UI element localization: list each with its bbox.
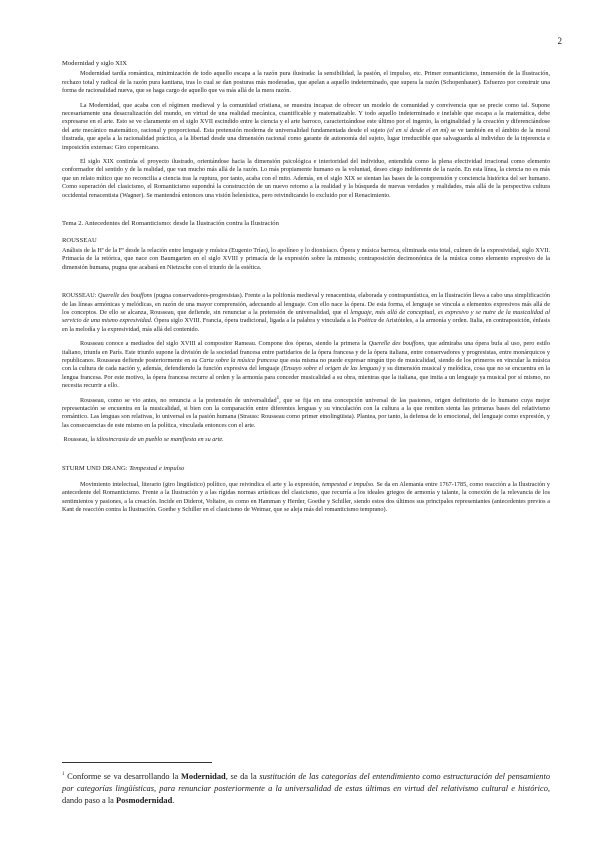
page-number: 2 bbox=[557, 36, 562, 46]
heading-tema-2: Tema 2. Antecedentes del Romanticismo: desde la Ilustración contra la Ilustración bbox=[62, 220, 279, 228]
paragraph-8: Rousseau, la idiosincrasia de un pueblo se manifiesta en su arte. bbox=[63, 436, 224, 444]
footnote-divider bbox=[62, 762, 212, 763]
paragraph-1: Modernidad tardía romántica, minimización de todo aquello escapa a la razón pura ilustrada: la sensibilidad, la pasión, el impulso, etc. Primer romanticismo, inmersión de la Ilustración, rechazo total y radical de la razón pura kantiana, tras lo cual se dan posturas más moderadas, que apelan a aquello indeterminado, que supera la razón (Schopenhauer). Esfuerzo por construir una forma de racionalidad nueva, que se haga cargo de aquello que va más allá de la mera razón. bbox=[62, 70, 550, 95]
heading-rousseau: ROUSSEAU bbox=[62, 236, 97, 244]
page-body bbox=[62, 60, 550, 515]
paragraph-4: Análisis de la Hª de la Fª desde la relación entre lenguaje y música (Eugenio Trías), lo apolíneo y lo dionisíaco. Ópera y música barroca, eliminada esta total, culmen de la expresividad, siglo XVII. Primacía de la retórica, que nace con Baumgarten en el siglo XVIII y primacía de la expresión sobre la mimesis; contraposición decimonónica de la música como elemento expresivo de la dimensión humana, pugna que acabará en Nietzsche con el triunfo de la estética. bbox=[62, 246, 550, 271]
paragraph-7: Rousseau, como se vio antes, no renuncia a la pretensión de universalidad$^1$, que se fija en una concepción universal de las pasiones, origen definitorio de lo humano cuya mejor representación se encuentra en la musicalidad, si bien con la comparación entre diferentes lenguas y su vinculación con la cultura a la que remiten sienta las primeras bases del relativismo romántico. Las lenguas son relativas, lo universal es la pasión humana (Strauss: Rousseau como primer etnolingüista). Plantea, por tanto, la defensa de lo emocional, del lenguaje como expresión, y las consecuencias de este mismo en la política, vinculada entonces con el arte. bbox=[62, 395, 551, 429]
footnote-reference: 1 bbox=[276, 395, 280, 401]
paragraph-6: Rousseau conoce a mediados del siglo XVIII al compositor Rameau. Compone dos óperas, siendo la primera la Querelle des bouffons, que admiraba una ópera bufa al uso, pero estilo italiano, triunfa en París. Este triunfo supone la división de la sociedad francesa entre partidarios de la ópera francesa y de la ópera italiana, entre conservadores y progresistas, entre monárquicos y republicanos. Rousseau defiende posteriormente en su Carta sobre la música francesa que esta misma no puede expresar ningún tipo de musicalidad, siendo de los primeros en vincular la música con la cultura de cada nación y, además, defendiendo la función expresiva del lenguaje (Ensayo sobre el origen de las lenguas) y su dimensión musical y melódica, cosa que no se encuentra en la lengua francesa. Por este motivo, la ópera francesa recurre al orden y la armonía para conceder musicalidad a su obra, mientras que la italiana, que imita a un lenguaje ya musical por sí mismo, no necesita recurrir a ello. bbox=[62, 340, 551, 390]
paragraph-9: Movimiento intelectual, literario (giro lingüístico) político, que reivindica el arte y la expresión, tempestad e impulso. Se da en Alemania entre 1767-1785, como reacción a la Ilustración y antecedente del Romanticismo. Frente a la Ilustración y a las rígidas normas artísticas del clasicismo, que recurría a los ideales griegos de armonía y talante, la conexión de la relevancia de los sentimientos y pasiones, a la creación. Incide en Diderot, Voltaire, es como en Hamman y Herder, Goethe y Schiller, siendo estos dos últimos sus principales representantes (antecedentes previos a Kant de reacción contra la Ilustración. Goethe y Schiller en el clasicismo de Weimar, que se aleja más del romanticismo temprano). bbox=[62, 481, 550, 514]
heading-modernidad: Modernidad y siglo XIX bbox=[62, 60, 128, 67]
paragraph-2: La Modernidad, que acaba con el régimen medieval y la comunidad cristiana, se muestra incapaz de ofrecer un modelo de comunidad y convivencia que se precie como tal. Supone necesariamente una desacralización del mundo, en virtud de una realidad mecánica, cuantificable y matematizable. Y todo aquello indeterminado e inefable que escapa a la matemática, debe expresarse en el arte. Esto se ve claramente en el siglo XVII escindido entre la ciencia y el arte barroco, caracterizándose este último por el ingenio, la originalidad y la creación y diferenciándose del arte mecánico matemático, racional y proporcional. Esta pretensión moderna de universalidad fundamentada desde el sujeto (el en sí desde el en mí) se ve también en el ámbito de la moral ilustrada, que apela a la racionalidad práctica, a la libertad desde una dimensión racional como garante de autonomía del sujeto, lugar irreductible que salvaguarda al individuo de la injerencia e imposición externas: Giro copernicano. bbox=[62, 101, 551, 151]
paragraph-3: El siglo XIX continúa el proyecto ilustrado, orientándose hacia la dimensión psicológica e interioridad del individuo, entendida como la plena efectividad irracional como elemento conformador del sentido y de la realidad, que van mucho más allá de la razón. Lo más propiamente humano es la voluntad, deseo ciego indiferente de la razón. En esta línea, la ciencia no es más que un relato mítico que no reconcilia a ciencia tras la ruptura, por tanto, acaba con el mito. Además, en el siglo XIX se sientan las bases de la comprensión y conciencia histórica del ser humano. Como superación del clasicismo, el Romanticismo supondrá la construcción de un nuevo retorno a la realidad y la búsqueda de nuevas verdades y realidades, más allá de la perspectiva cultura occidental renacentista (Wagner). Se mantendrá entonces una visión helenística, pero reivindicando lo excluido por el Renacimiento. bbox=[62, 158, 550, 199]
footnote: $^1$ Conforme se va desarrollando la Modernidad, se da la sustitución de las categorías del entendimiento como estructuración del pensamiento por categorías lingüísticas, para renunciar posteriormente a la universalidad de estas últimas en virtud del relativismo cultural e histórico, dando paso a la Posmodernidad. bbox=[62, 772, 551, 805]
heading-sturm-und-drang: STURM UND DRANG: Tempestad e impulso bbox=[62, 464, 185, 472]
paragraph-5: ROUSSEAU: Querelle des bouffons (pugna conservadores-progresistas). Frente a la polifonía medieval y renacentista, elaborada y contrapuntística, en la Ilustración lleva a cabo una simplificación de las líneas armónicas y melódicas, en razón de una mayor comprensión, adecuando al lenguaje. Con ello nace la ópera. De esta forma, el lenguaje se vincula a elementos expresivos más allá de los conceptos. De ello se alcanza, Rousseau, que defiende, sin renunciar a la pretensión de universalidad, que el lenguaje, más allá de conceptual, es expresivo y se nutre de la musicalidad al servicio de una mismo expresividad. Ópera siglo XVIII. Francia, ópera tradicional, ligada a la palabra y vinculada a la Poética de Aristóteles, a la armonía y orden. Italia, en contraposición, énfasis en la melodía y la expresividad, más allá del contenido. bbox=[62, 292, 551, 333]
